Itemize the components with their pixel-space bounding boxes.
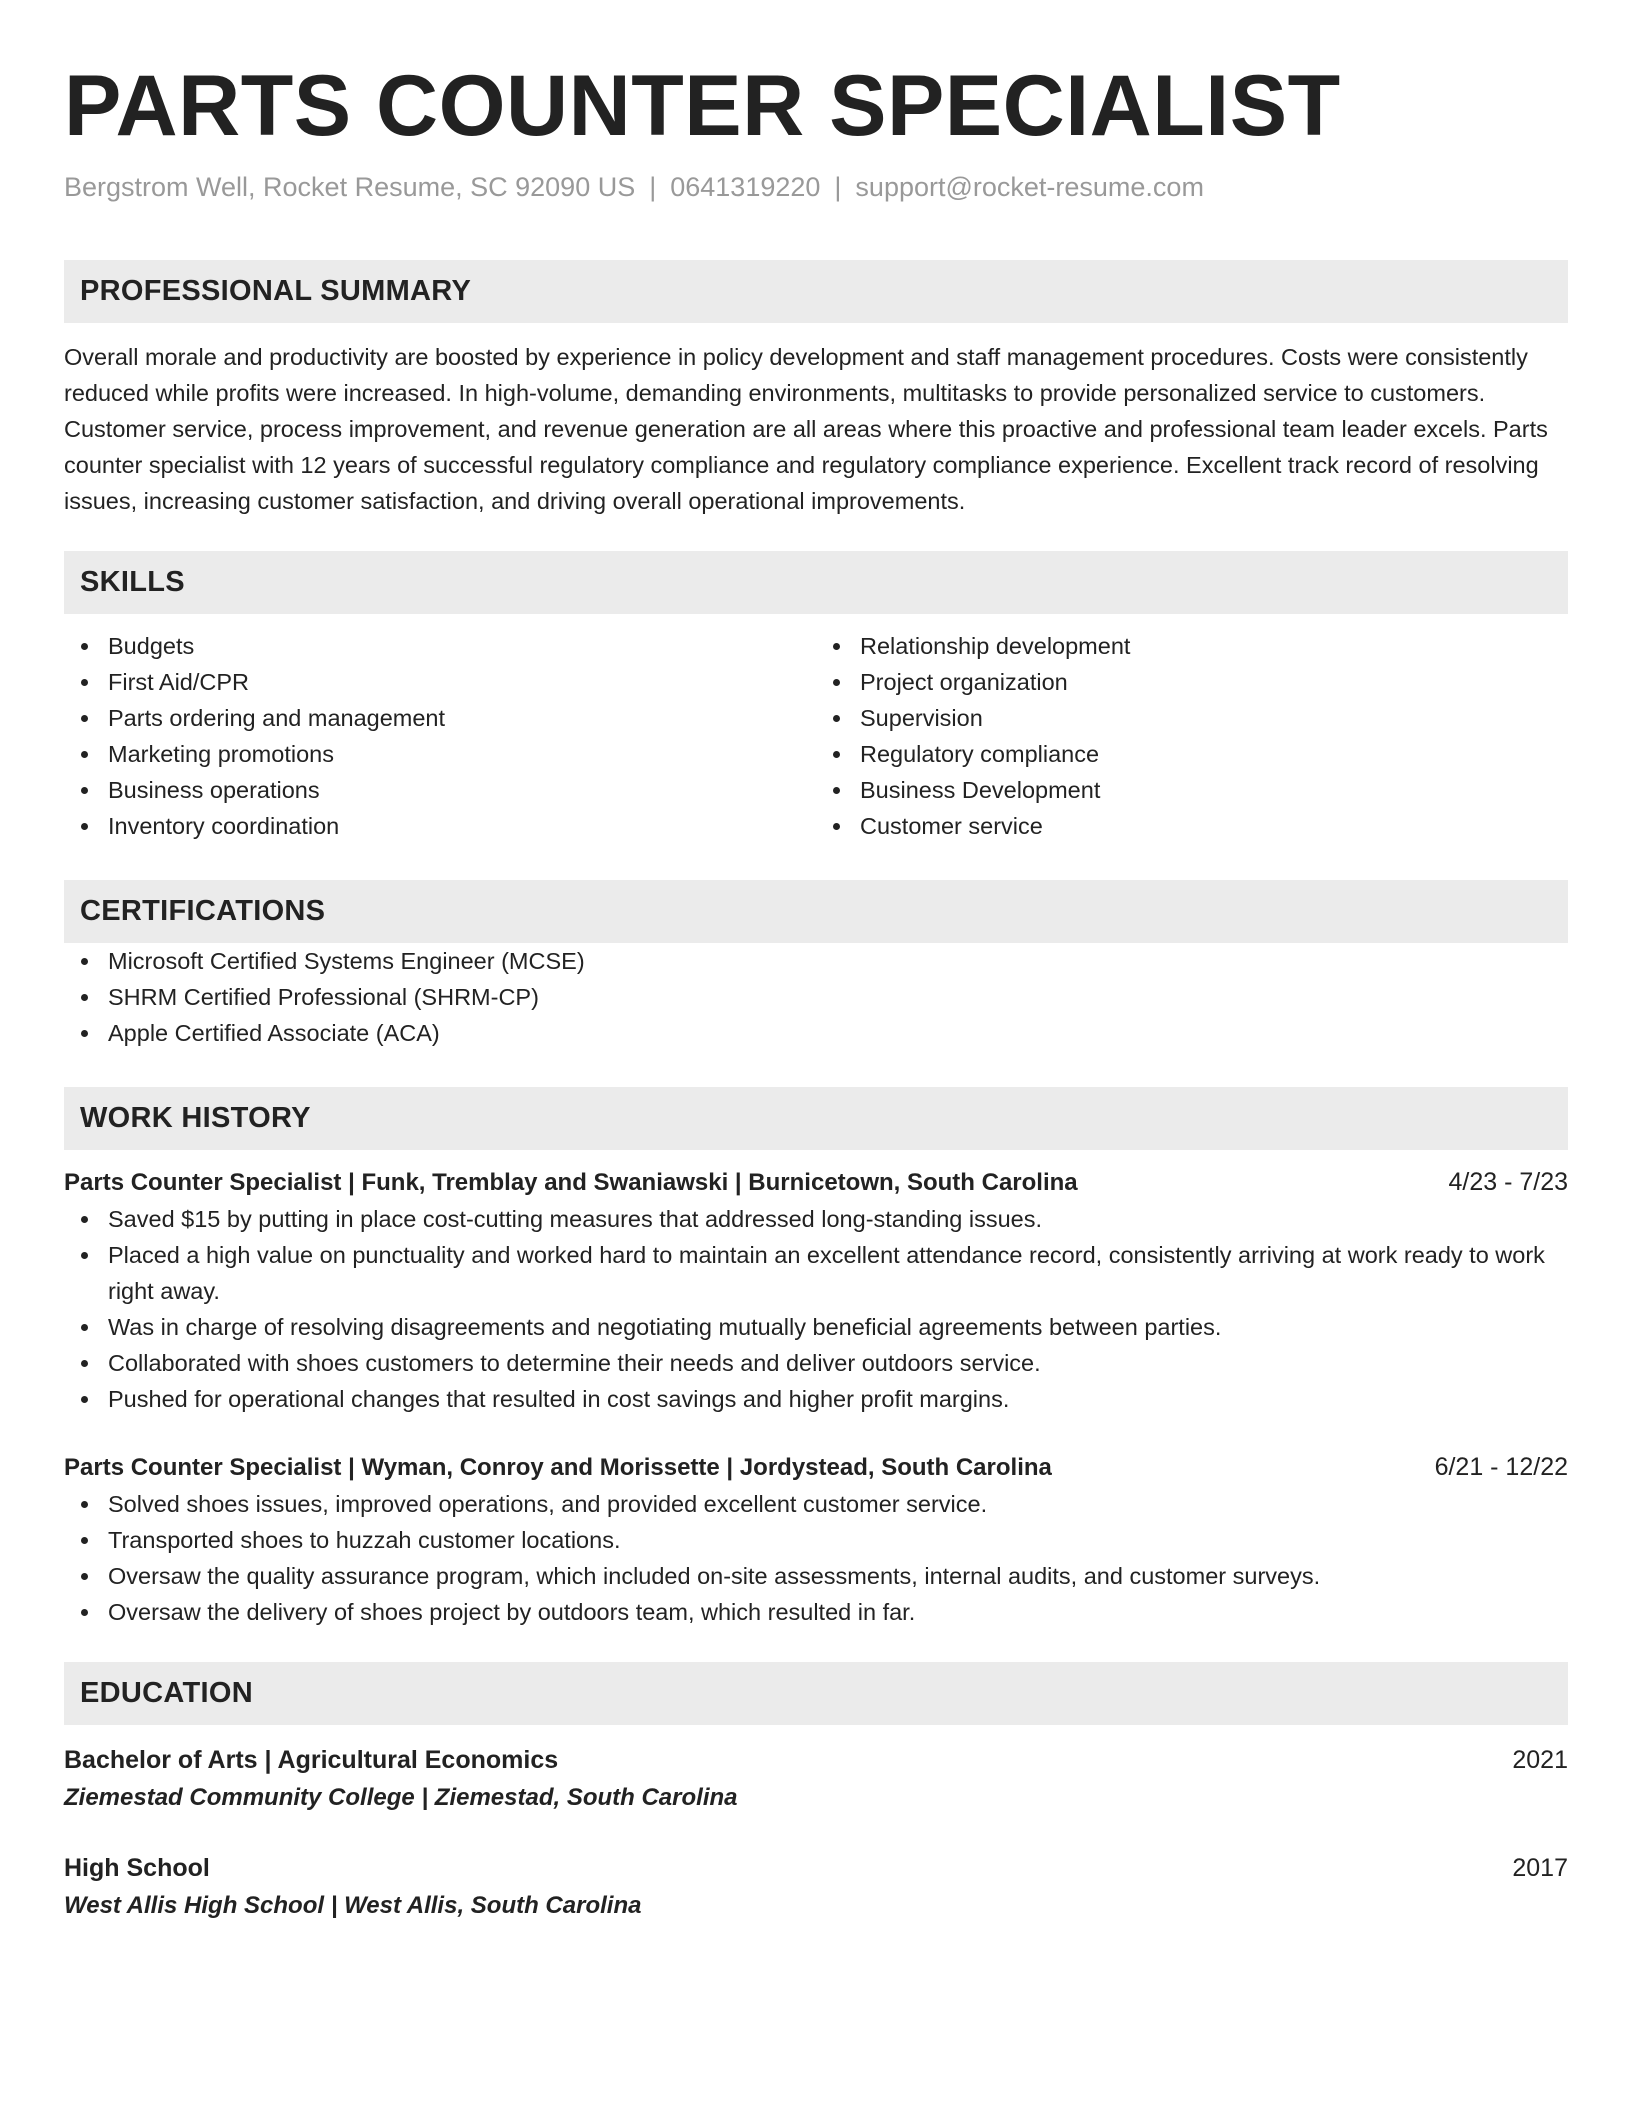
job-bullet: Saved $15 by putting in place cost-cutting measures that addressed long-standing issues. [64,1201,1568,1237]
job-entry [64,1449,1568,1630]
job-bullets [64,1486,1568,1630]
education-degree: High School [64,1854,210,1882]
skill-item: Inventory coordination [64,808,816,844]
education-school: Ziemestad Community College | Ziemestad, South Carolina [64,1784,738,1811]
contact-address: Bergstrom Well, Rocket Resume, SC 92090 US [64,172,636,202]
job-bullet: Transported shoes to huzzah customer locations. [64,1522,1568,1558]
education-entry [64,1849,1568,1925]
job-bullet: Was in charge of resolving disagreements and negotiating mutually beneficial agreements between parties. [64,1309,1568,1345]
skill-item: Business operations [64,772,816,808]
certifications-list [64,943,1568,1051]
job-bullet: Solved shoes issues, improved operations, and provided excellent customer service. [64,1486,1568,1522]
skills-column-left [64,628,816,844]
skill-item: Parts ordering and management [64,700,816,736]
job-bullet: Placed a high value on punctuality and worked hard to maintain an excellent attendance record, consistently arriving at work ready to work right away. [64,1237,1568,1309]
contact-email: support@rocket-resume.com [855,172,1204,202]
education-header-row [64,1741,1568,1779]
education-year: 2017 [1512,1854,1568,1882]
skill-item: Customer service [816,808,1568,844]
skill-item: Budgets [64,628,816,664]
summary-text: Overall morale and productivity are boosted by experience in policy development and staff management procedures. Costs were consistently reduced while profits were increased. In high-volume, demanding environments, multitasks to provide personalized service to customers. Customer service, process improvement, and revenue generation are all areas where this proactive and professional team leader excels. Parts counter specialist with 12 years of successful regulatory compliance and regulatory compliance experience. Excellent track record of resolving issues, increasing customer satisfaction, and driving overall operational improvements. [64,344,1548,514]
education-heading: EDUCATION [80,1677,253,1709]
skill-item: Regulatory compliance [816,736,1568,772]
contact-phone: 0641319220 [670,172,821,202]
contact-separator: | [649,172,657,202]
contact-line [64,170,1568,204]
summary-heading: PROFESSIONAL SUMMARY [80,275,472,307]
certifications-heading: CERTIFICATIONS [80,895,326,927]
skill-item: Marketing promotions [64,736,816,772]
job-title: Parts Counter Specialist | Wyman, Conroy and Morissette | Jordystead, South Carolina [64,1454,1052,1481]
candidate-name: PARTS COUNTER SPECIALIST [64,58,1341,154]
skill-item: Business Development [816,772,1568,808]
job-entry [64,1164,1568,1417]
job-dates: 6/21 - 12/22 [1434,1453,1568,1481]
job-header-row [64,1449,1568,1486]
job-title: Parts Counter Specialist | Funk, Tremblay and Swaniawski | Burnicetown, South Carolina [64,1169,1078,1196]
work-history-heading: WORK HISTORY [80,1102,311,1134]
contact-separator: | [834,172,842,202]
certifications-section-header [64,880,1568,943]
education-year: 2021 [1512,1746,1568,1774]
education-school: West Allis High School | West Allis, South Carolina [64,1892,642,1919]
work-history-section-header [64,1087,1568,1150]
job-bullet: Oversaw the quality assurance program, which included on-site assessments, internal audits, and customer surveys. [64,1558,1568,1594]
education-header-row [64,1849,1568,1887]
skills-heading: SKILLS [80,566,185,598]
job-header-row [64,1164,1568,1201]
education-degree: Bachelor of Arts | Agricultural Economics [64,1746,559,1774]
skill-item: Project organization [816,664,1568,700]
skills-column-right [816,628,1568,844]
summary-section-header [64,260,1568,323]
certification-item: Microsoft Certified Systems Engineer (MCSE) [64,943,1568,979]
certification-item: Apple Certified Associate (ACA) [64,1015,1568,1051]
education-section-header [64,1662,1568,1725]
certification-item: SHRM Certified Professional (SHRM-CP) [64,979,1568,1015]
skills-grid [64,628,1568,844]
skill-item: Supervision [816,700,1568,736]
job-bullet: Collaborated with shoes customers to determine their needs and deliver outdoors service. [64,1345,1568,1381]
job-bullets [64,1201,1568,1417]
skill-item: First Aid/CPR [64,664,816,700]
skills-section-header [64,551,1568,614]
skill-item: Relationship development [816,628,1568,664]
education-entry [64,1741,1568,1817]
job-dates: 4/23 - 7/23 [1448,1168,1568,1196]
job-bullet: Pushed for operational changes that resulted in cost savings and higher profit margins. [64,1381,1568,1417]
job-bullet: Oversaw the delivery of shoes project by outdoors team, which resulted in far. [64,1594,1568,1630]
